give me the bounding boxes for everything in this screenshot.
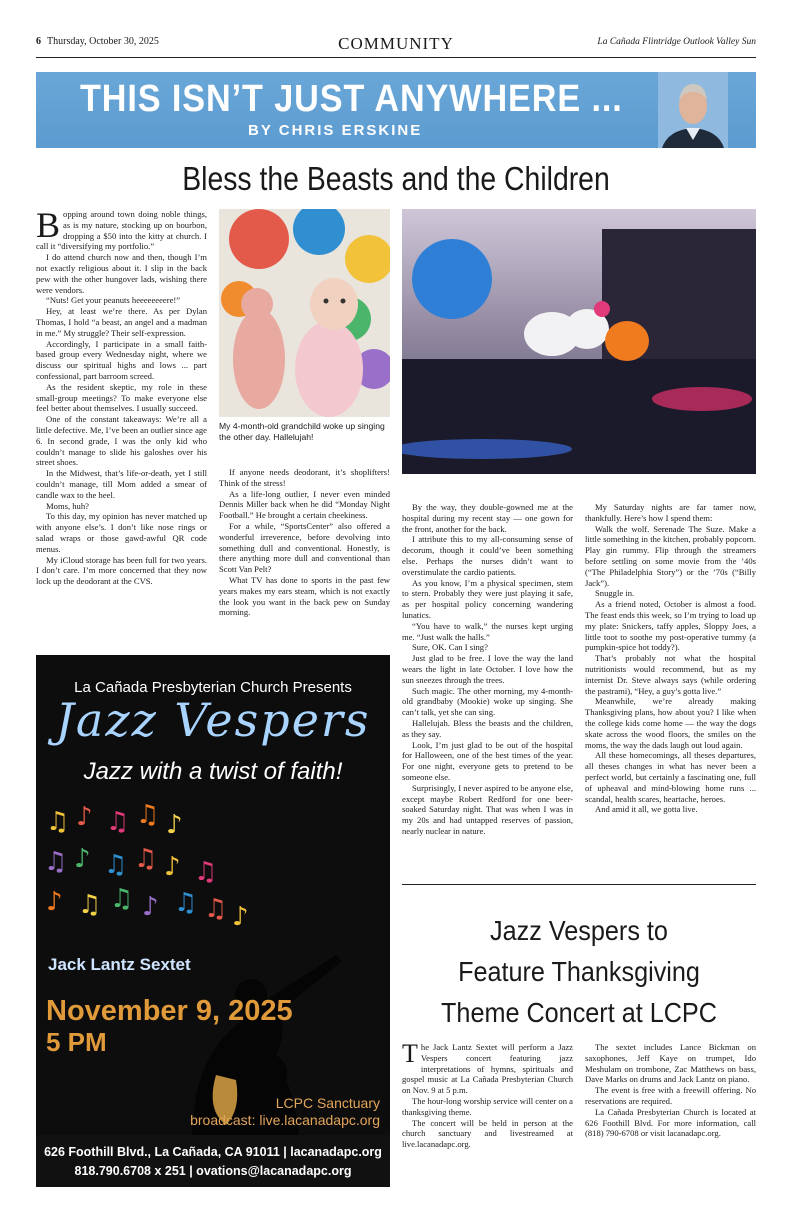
article2-column-1 <box>402 1039 573 1182</box>
svg-text:♫: ♫ <box>104 850 128 880</box>
article2-column-2 <box>585 1042 756 1182</box>
article-column-1 <box>36 205 207 649</box>
svg-text:♪: ♪ <box>164 852 181 882</box>
svg-text:♪: ♪ <box>76 802 93 832</box>
banner-title: THIS ISN’T JUST ANYWHERE ... <box>80 78 623 120</box>
article-paragraph: As a life-long outlier, I never even minded Dennis Miller back when he did “Monday Night Football.” He brought a certain cheekiness. <box>219 488 390 521</box>
article-paragraph: For a while, “SportsCenter” also offered a wonderful irreverence, before devolving into something dull and conventional. Honestly, is there anything more dull and conventional than Scott Van Pelt? <box>219 520 390 575</box>
article2-headline-line: Theme Concert at LCPC <box>441 997 717 1028</box>
ad-address: 626 Foothill Blvd., La Cañada, CA 91011 | lacanadapc.org <box>44 1145 382 1159</box>
ad-title: Jazz Vespers <box>55 693 371 747</box>
article-paragraph: What TV has done to sports in the past few years makes my ears steam, which is not exactly the look you want in the back pew on Sunday morning. <box>219 574 390 618</box>
article-paragraph: As you know, I’m a physical specimen, stem to stern. Probably they were just playing it safe, as per hospital policy concerning wandering lunatics. <box>402 577 573 620</box>
article-paragraph: In the Midwest, that’s life-or-death, yet I still couldn’t manage, till Mom added a smear of candle wax to the heel. <box>36 468 207 500</box>
article-paragraph: Meanwhile, we’re already making Thanksgiving plans, how about you? I like when the college kids come home — the way the dogs skate across the wood floors, the smiles on the moms, the way the dads laugh out loud again. <box>585 696 756 750</box>
svg-text:♫: ♫ <box>136 800 160 830</box>
article-paragraph: My iCloud storage has been full for two years. I don’t care. I’m more concerned that they now lock up the deodorant at the CVS. <box>36 554 207 587</box>
article2-headline-line: Jazz Vespers to <box>490 915 668 946</box>
article-paragraph: The concert will be held in person at the church sanctuary and livestreamed at live.lacanadapc.org. <box>402 1117 573 1150</box>
banner-byline: BY CHRIS ERSKINE <box>248 122 423 139</box>
grandchild-photo <box>219 209 390 417</box>
article-paragraph: As the resident skeptic, my role in these small-group meetings? To make everyone else feel better about themselves. I usually succeed. <box>36 381 207 414</box>
svg-text:♪: ♪ <box>46 887 63 917</box>
columnist-portrait <box>658 72 728 148</box>
article-column-2 <box>219 467 390 647</box>
svg-text:♫: ♫ <box>174 888 198 918</box>
photo-caption: My 4-month-old grandchild woke up singing the other day. Hallelujah! <box>219 421 385 442</box>
article-paragraph: As a friend noted, October is almost a food. The feast ends this week, so I’m trying to load up my plate: Snickers, taffy apples, Sloppy Joes, a little toot to soothe my post-operative tummy (a pumpkin-spice hot toddy?). <box>585 599 756 653</box>
article-column-3 <box>402 502 573 862</box>
svg-text:♪: ♪ <box>232 902 249 932</box>
header-divider <box>36 57 756 58</box>
article-paragraph: Accordingly, I participate in a small faith-based group every Wednesday night, where we discuss our spiritual highs and lows ... part confessional, part barroom screed. <box>36 338 207 381</box>
article-paragraph: Snuggle in. <box>595 588 635 599</box>
svg-text:♫: ♫ <box>106 807 130 837</box>
svg-text:♫: ♫ <box>44 847 68 877</box>
article-paragraph: Hallelujah. Bless the beasts and the children, as they say. <box>402 717 573 739</box>
article-paragraph: Such magic. The other morning, my 4-month-old grandbaby (Mookie) woke up singing. She can’t talk, yet she can sing. <box>402 685 573 718</box>
article-paragraph: My Saturday nights are far tamer now, thankfully. Here’s how I spend them: <box>585 502 756 523</box>
article-paragraph: The sextet includes Lance Bickman on saxophones, Jeff Kaye on trumpet, Ido Meshulam on trombone, Zac Matthews on bass, Dave Marks on drums and Jack Lantz on piano. <box>585 1042 756 1085</box>
article-paragraph: Sure, OK. Can I sing? <box>412 642 488 653</box>
article-paragraph: Just glad to be free. I love the way the land wears the light in late October. I love how the sun sneezes through the trees. <box>402 653 573 685</box>
svg-text:♪: ♪ <box>166 810 183 840</box>
drop-cap: B <box>36 205 61 245</box>
svg-text:♫: ♫ <box>204 894 228 924</box>
article-paragraph: And amid it all, we gotta live. <box>595 804 698 815</box>
article-paragraph: Surprisingly, I never aspired to be anyone else, except maybe Robert Redford for one beer-soaked Saturday night. That was when I was in my 20s and had untapped reserves of passion, nearly nuclear in nature. <box>402 782 574 836</box>
article-paragraph: Walk the wolf. Serenade The Suze. Make a little something in the kitchen, probably popcorn. Play gin rummy. Flip through the streamers before settling on some movie from the ’40s (“The Philadelphia Story”) or the ’70s (“Billy Jack”). <box>585 523 756 588</box>
section-name: COMMUNITY <box>338 34 454 53</box>
svg-text:♫: ♫ <box>134 844 158 874</box>
article-paragraph: That’s probably not what the hospital nutritionists would recommend, but as my internist Dr. Steve always says (while ordering the pastrami), “Hey, a guy’s gotta live.” <box>585 653 756 696</box>
svg-text:♪: ♪ <box>142 892 159 922</box>
svg-text:♫: ♫ <box>46 807 70 837</box>
ad-venue: LCPC Sanctuary <box>275 1095 380 1111</box>
ad-presenter: La Cañada Presbyterian Church Presents <box>74 679 352 696</box>
ad-event-date: November 9, 2025 <box>46 995 293 1027</box>
jazz-vespers-ad <box>36 655 390 1187</box>
article-paragraph: All these homecomings, all theses departures, all theses changes in what has never been a perfect world, but certainly a fascinating one, full of upheaval and mind-blowing home runs ... scandal, health scares, heartache, heroes. <box>585 750 756 804</box>
article-paragraph: Look, I’m just glad to be out of the hospital for Halloween, one of the best times of the year. For one night, everyone gets to pretend to be someone else. <box>402 739 573 782</box>
publication-name: La Cañada Flintridge Outlook Valley Sun <box>597 37 756 47</box>
ad-contact: 818.790.6708 x 251 | ovations@lacanadapc.org <box>74 1164 352 1178</box>
column-banner <box>36 72 756 148</box>
article2-lead-paragraph: he Jack Lantz Sextet will perform a Jazz Vespers concert featuring jazz interpretations of hymns, spirituals and gospel music at La Cañada Presbyterian Church on Nov. 9 at 5 p.m. <box>402 1042 573 1096</box>
article-headline: Bless the Beasts and the Children <box>182 160 610 197</box>
svg-text:♪: ♪ <box>74 844 91 874</box>
article-paragraph: The hour-long worship service will center on a thanksgiving theme. <box>402 1095 573 1117</box>
article-paragraph: “Nuts! Get your peanuts heeeeeeeere!” <box>46 295 181 306</box>
article2-headline-line: Feature Thanksgiving <box>458 956 700 987</box>
article-paragraph: Hey, at least we’re there. As per Dylan Thomas, I hold “a beast, an angel and a madman in me.” My struggle? Their self-expression. <box>36 306 207 338</box>
article2-headline <box>420 910 739 1033</box>
article-paragraph: Moms, huh? <box>46 500 89 511</box>
article-paragraph: If anyone needs deodorant, it’s shoplifters! Think of the stress! <box>219 467 390 488</box>
page-number: 6 <box>36 36 41 47</box>
svg-text:♫: ♫ <box>78 890 102 920</box>
svg-text:♫: ♫ <box>194 857 218 887</box>
svg-text:♫: ♫ <box>110 884 134 914</box>
article-paragraph: By the way, they double-gowned me at the hospital during my recent stay — one gown for the front, another for the back. <box>402 502 573 534</box>
ad-tagline: Jazz with a twist of faith! <box>83 758 343 785</box>
article-divider <box>402 884 756 885</box>
halloween-decorations-photo <box>402 209 756 474</box>
article-paragraph: I do attend church now and then, though I’m not exactly religious about it. I slip in the back pew with the other hungover lads, wishing there were vendors. <box>36 252 207 295</box>
article-paragraph: The event is free with a freewill offering. No reservations are required. <box>585 1085 756 1106</box>
drop-cap: T <box>402 1039 418 1068</box>
ad-band-name: Jack Lantz Sextet <box>48 955 191 974</box>
ad-event-time: 5 PM <box>46 1027 107 1057</box>
page-header <box>36 34 756 54</box>
article-paragraph: “You have to walk,” the nurses kept urging me. “Just walk the halls.” <box>402 620 573 642</box>
article-column-4 <box>585 502 756 862</box>
issue-date: Thursday, October 30, 2025 <box>47 36 159 47</box>
article-paragraph: I attribute this to my all-consuming sense of decorum, though it could’ve been something else. Perhaps the nurses didn’t want to overstimulate the cardio patients. <box>402 534 573 577</box>
article-paragraph: One of the constant takeaways: We’re all a little defective. Me, I’ve been an outlier since age 6. In second grade, I was the only kid who couldn’t manage to slide his galoshes over his street shoes. <box>36 414 207 468</box>
article-paragraph: To this day, my opinion has never matched up with anyone else’s. I don’t like nose rings or salad wraps or those gawd-awful QR code menus. <box>36 511 207 554</box>
ad-broadcast-link: broadcast: live.lacanadapc.org <box>190 1112 380 1128</box>
article-paragraph: La Cañada Presbyterian Church is located at 626 Foothill Blvd. For more information, call (818) 790-6708 or visit lacanadapc.org. <box>585 1106 756 1139</box>
article-lead-paragraph: opping around town doing noble things, as is my nature, stocking up on bourbon, dropping a $50 into the kitty at church. I call it “diversifying my portfolio.” <box>36 209 207 252</box>
